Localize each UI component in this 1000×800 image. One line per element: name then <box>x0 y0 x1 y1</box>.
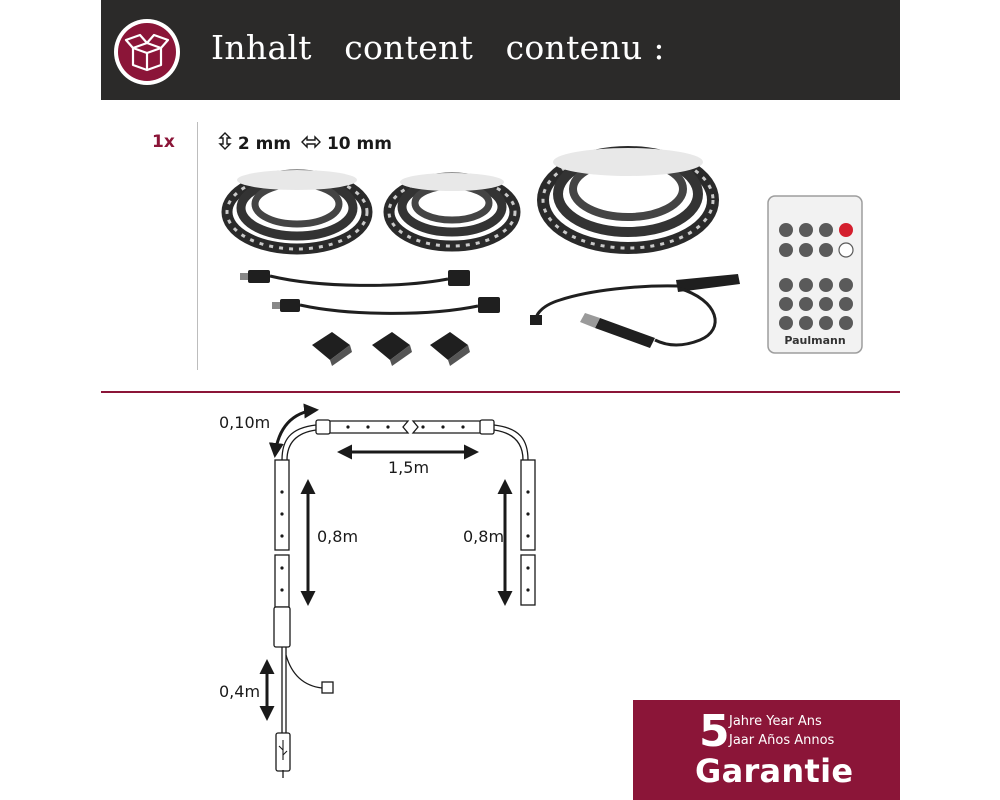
label-top-cable: 0,10m <box>219 413 271 432</box>
led-strip-segment <box>275 555 289 607</box>
remote-brand: Paulmann <box>784 334 846 347</box>
warranty-line-2: Jaar Años Annos <box>729 733 835 748</box>
page-title: Inhalt content contenu : <box>211 28 665 67</box>
led-strip-segment <box>521 555 535 605</box>
ir-receiver <box>322 682 333 693</box>
label-right-strip: 0,8m <box>463 527 505 546</box>
warranty-line-1: Jahre Year Ans <box>729 714 822 729</box>
warranty-title: Garantie <box>695 752 854 790</box>
quantity-label: 1x <box>152 132 175 152</box>
strip-end-cap <box>316 420 330 434</box>
label-usb-cable: 0,4m <box>219 682 261 701</box>
height-dimension: 2 mm <box>237 133 292 154</box>
controller-box <box>274 607 290 647</box>
strip-end-cap <box>480 420 494 434</box>
curved-dimension-arrow <box>275 410 316 455</box>
warranty-badge <box>633 700 900 800</box>
label-top-strip: 1,5m <box>388 458 430 477</box>
width-dimension: 10 mm <box>326 133 392 154</box>
led-strip-segment <box>320 421 408 433</box>
warranty-years: 5 <box>699 706 730 757</box>
label-left-strip: 0,8m <box>317 527 359 546</box>
